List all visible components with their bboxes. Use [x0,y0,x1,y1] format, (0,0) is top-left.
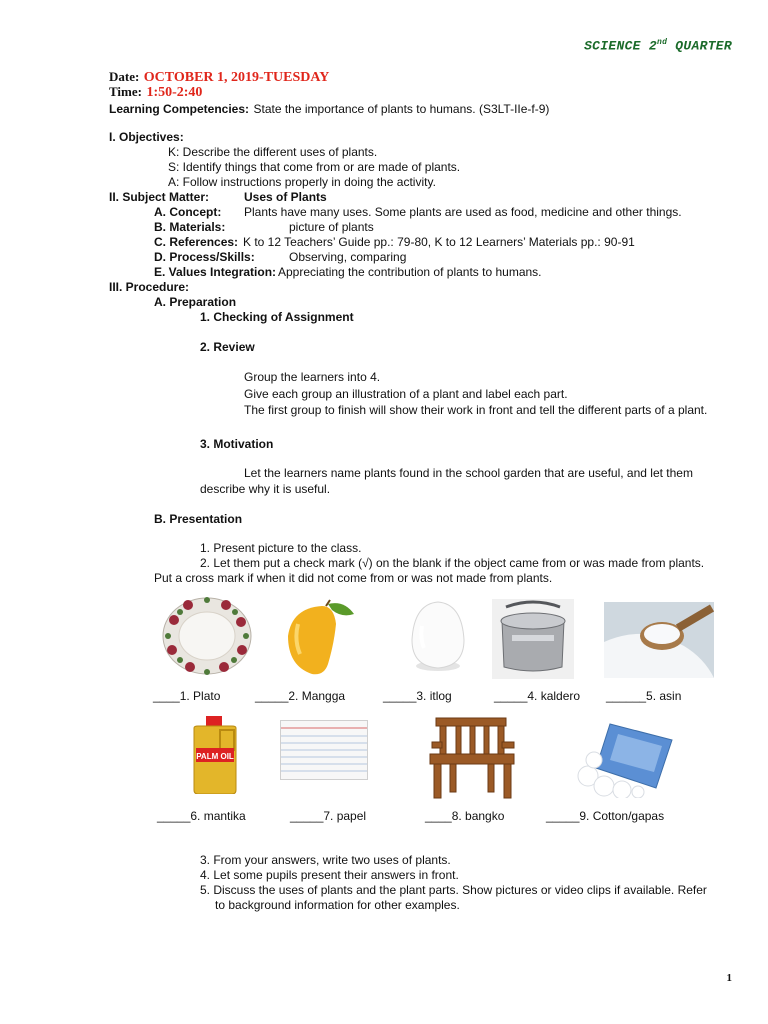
subject-matter-label: II. Subject Matter: [109,190,210,204]
process-value: Observing, comparing [289,250,407,264]
subject-header [584,38,732,53]
item-caption-2: _____2. Mangga [255,689,346,703]
time-line [109,83,202,101]
item-caption-5: ______5. asin [606,689,682,703]
subject-sup: nd [656,38,668,47]
subject-label: SCIENCE 2 [584,38,657,54]
presentation-step-5a: 5. Discuss the uses of plants and the plant parts. Show pictures or video clips if available. Refer [200,883,707,897]
review-heading: 2. Review [200,340,255,354]
process-label: D. Process/Skills: [154,250,255,264]
cotton-icon [574,720,676,798]
references-label: C. References: [154,235,239,249]
references-value: K to 12 Teachers’ Guide pp.: 79-80, K to 12 Learners’ Materials pp.: 90-91 [243,235,635,249]
pot-icon [492,599,574,679]
materials-value: picture of plants [289,220,374,234]
review-step-2: Give each group an illustration of a plant and label each part. [244,387,568,401]
objective-k: K: Describe the different uses of plants. [168,145,378,159]
item-caption-8: ____8. bangko [425,809,505,823]
presentation-step-3: 3. From your answers, write two uses of plants. [200,853,451,867]
item-caption-3: _____3. itlog [383,689,452,703]
presentation-step-2b: Put a cross mark if when it did not come from or was not made from plants. [154,571,553,585]
time-label: Time: [109,84,142,99]
review-step-3: The first group to finish will show their work in front and tell the different parts of a plant. [244,403,708,417]
concept-value: Plants have many uses. Some plants are used as food, medicine and other things. [244,205,682,219]
item-caption-4: _____4. kaldero [494,689,581,703]
egg-icon [406,598,470,674]
values-value: Appreciating the contribution of plants to humans. [278,265,542,279]
concept-label: A. Concept: [154,205,222,219]
item-caption-6: _____6. mantika [157,809,246,823]
motivation-line-2: describe why it is useful. [200,482,331,496]
checking-heading: 1. Checking of Assignment [200,310,354,324]
item-caption-9: _____9. Cotton/gapas [546,809,665,823]
presentation-step-5b: to background information for other examples. [215,898,460,912]
mango-icon [282,594,360,678]
competencies-value: State the importance of plants to humans. (S3LT-IIe-f-9) [253,102,550,116]
subject-matter-value: Uses of Plants [244,190,327,204]
salt-icon [604,602,714,678]
motivation-line-1: Let the learners name plants found in the school garden that are useful, and let them [244,466,693,480]
page-number: 1 [726,972,732,984]
preparation-heading: A. Preparation [154,295,237,309]
presentation-heading: B. Presentation [154,512,243,526]
objective-s: S: Identify things that come from or are made of plants. [168,160,461,174]
plate-icon [162,596,252,676]
objectives-heading: I. Objectives: [109,130,184,144]
item-caption-7: _____7. papel [290,809,367,823]
procedure-heading: III. Procedure: [109,280,190,294]
objective-a: A: Follow instructions properly in doing the activity. [168,175,436,189]
chair-icon [426,714,518,800]
quarter-label: QUARTER [667,38,732,54]
motivation-heading: 3. Motivation [200,437,274,451]
review-step-1: Group the learners into 4. [244,370,381,384]
oil-bottle-icon [186,716,244,794]
competencies-label: Learning Competencies: [109,102,250,116]
materials-label: B. Materials: [154,220,226,234]
presentation-step-1: 1. Present picture to the class. [200,541,362,555]
date-label: Date: [109,69,140,84]
time-value: 1:50-2:40 [146,85,203,100]
presentation-step-2a: 2. Let them put a check mark (√) on the blank if the object came from or was made from plants. [200,556,705,570]
paper-icon [280,720,368,780]
presentation-step-4: 4. Let some pupils present their answers in front. [200,868,459,882]
oil-label: PALM OIL [196,752,234,761]
date-value: OCTOBER 1, 2019-TUESDAY [143,70,330,85]
competencies-line [109,100,549,118]
values-label: E. Values Integration: [154,265,277,279]
item-caption-1: ____1. Plato [153,689,221,703]
